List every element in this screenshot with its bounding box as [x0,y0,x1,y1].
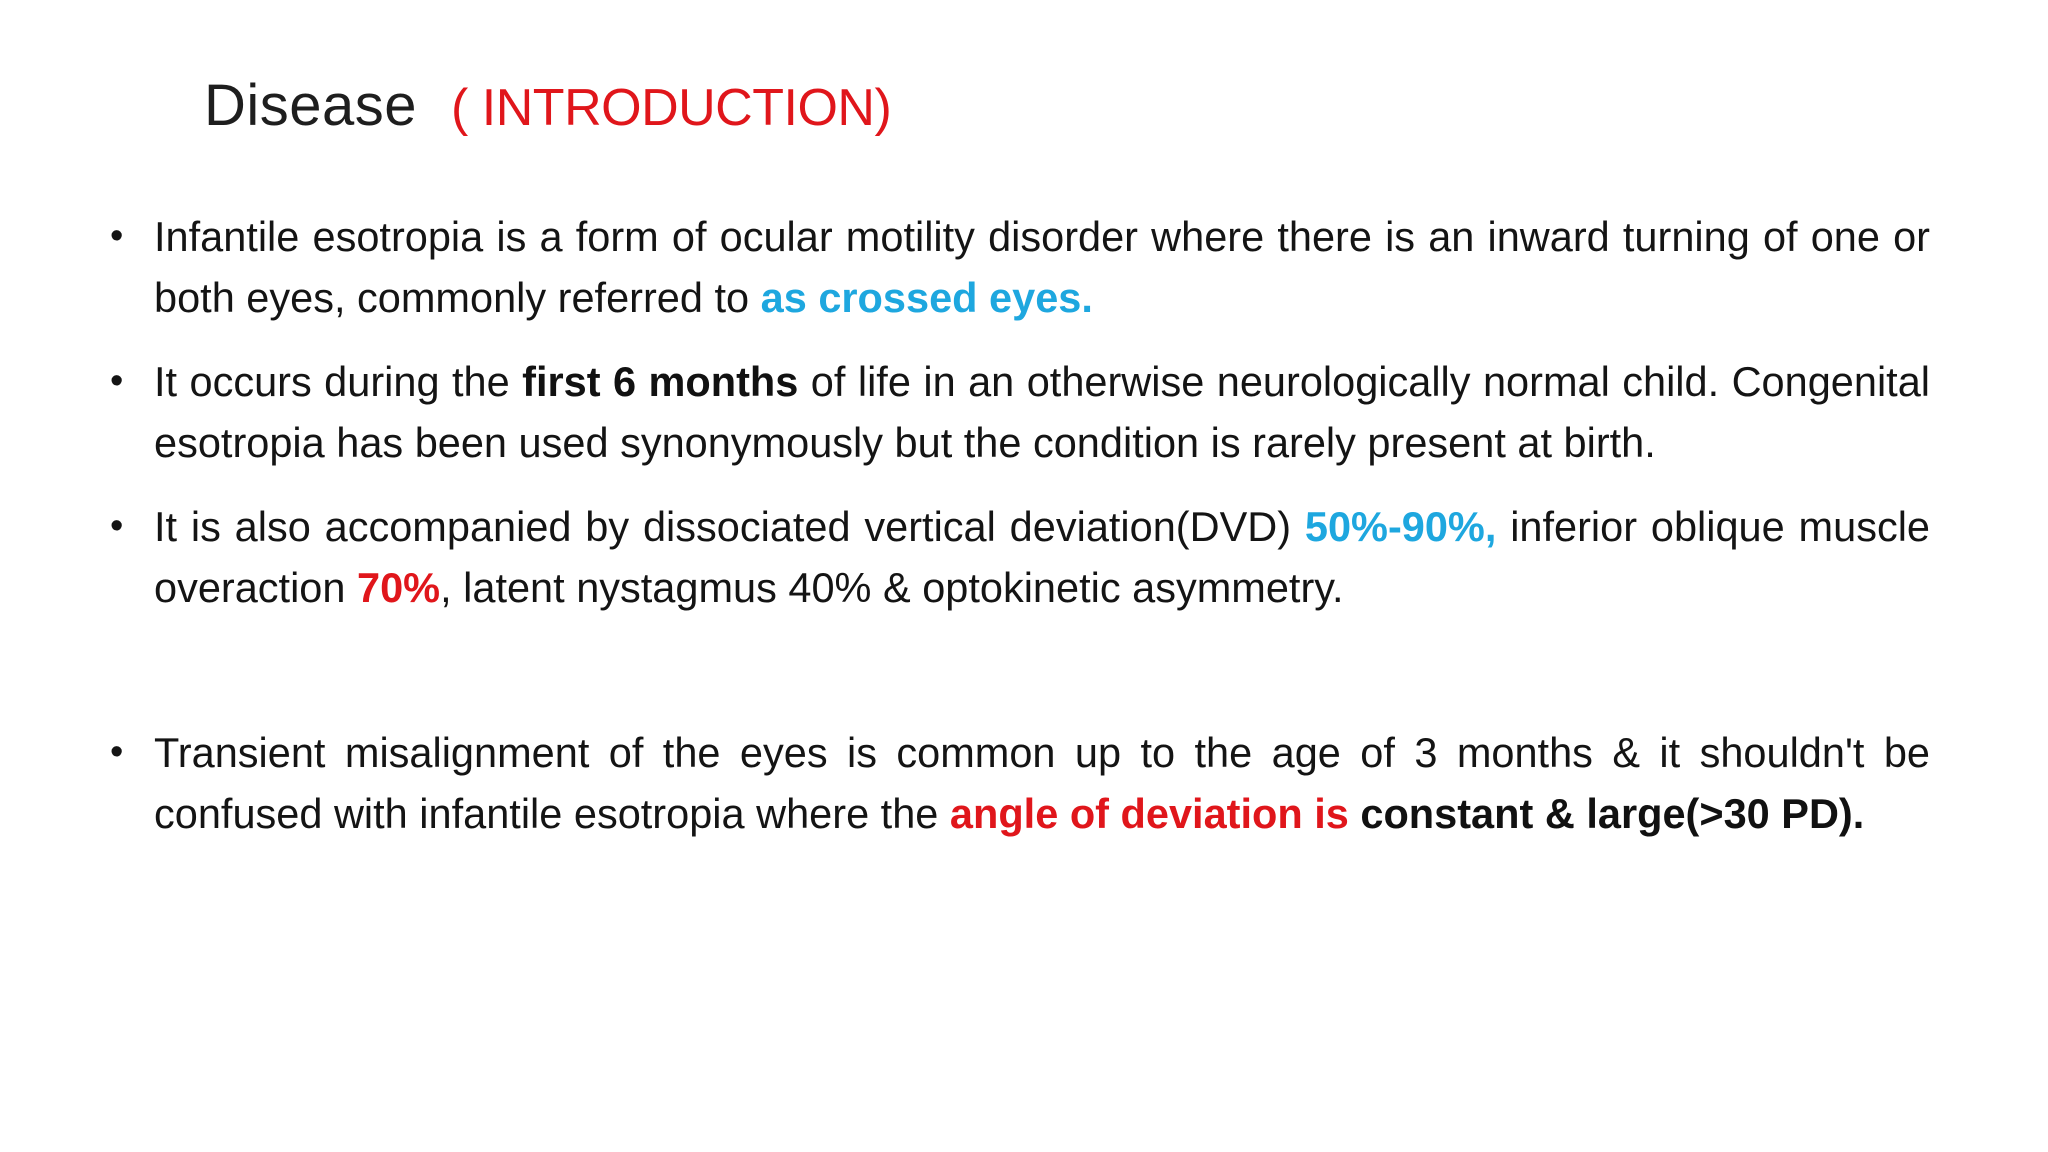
bullet-3-seg-1: It is also accompanied by dissociated vertical deviation(DVD) [154,503,1305,550]
bullet-4-space [1349,790,1361,837]
title-text: Disease [204,73,418,138]
bullet-4-emphasis: constant & large(>30 PD). [1360,790,1865,837]
bullet-dot: • [110,731,124,773]
bullet-1-seg-1: Infantile esotropia is a form of ocular motility disorder where there is an inward turning of one or both eyes, commonly referred to [154,213,1930,321]
bullet-1-highlight: as crossed eyes. [760,274,1093,321]
bullet-item-1 [110,206,1930,328]
bullet-dot: • [110,505,124,547]
bullet-3-highlight-dvd: 50%-90%, [1304,503,1497,550]
bullet-list [110,206,1931,844]
bullet-dot: • [110,215,124,257]
title-subtitle: ( INTRODUCTION) [451,79,892,137]
bullet-item-3 [110,496,1930,618]
bullet-4-seg-1: Transient misalignment of the eyes is common up to the age of 3 months & it shouldn't be confused with infantile esotropia where the [154,729,1930,837]
bullet-dot: • [110,360,124,402]
bullet-3-seg-3: inferior oblique muscle overaction [154,503,1930,611]
bullet-2-seg-3: of life in an otherwise neurologically normal child. Congenital esotropia has been used synonymously but the condition is rarely present at birth. [154,358,1931,466]
bullet-2-seg-1: It occurs during the [154,358,523,405]
bullet-3-seg-5: , latent nystagmus 40% & optokinetic asymmetry. [440,564,1344,611]
slide-title [204,66,891,146]
bullet-item-4 [110,722,1930,844]
bullet-2-emphasis: first 6 months [522,358,799,405]
bullet-item-2 [110,351,1931,473]
bullet-4-highlight: angle of deviation is [949,790,1349,837]
bullet-3-highlight-io: 70% [357,564,441,611]
